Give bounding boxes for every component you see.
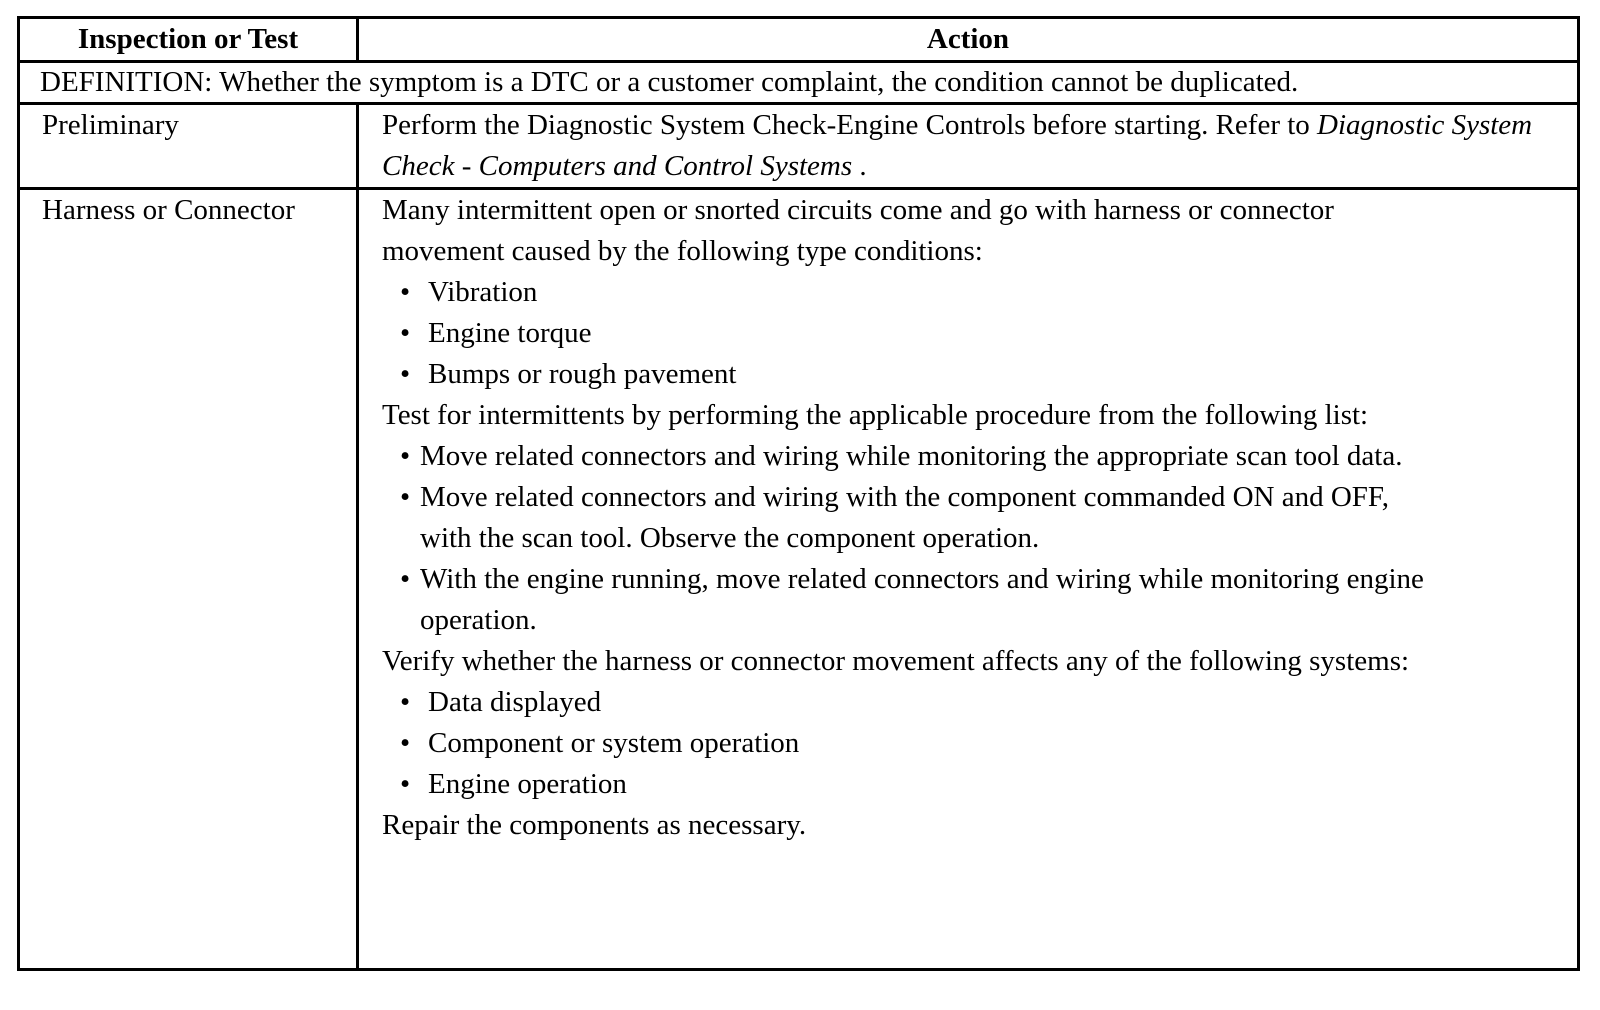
inspection-table bbox=[17, 16, 1580, 971]
harness-action bbox=[358, 189, 1579, 970]
list-item: • Component or system operation bbox=[382, 723, 1577, 764]
header-inspection: Inspection or Test bbox=[19, 18, 358, 62]
preliminary-test-label: Preliminary bbox=[19, 104, 358, 189]
list-item: • Engine operation bbox=[382, 764, 1577, 805]
preliminary-action-tail: . bbox=[852, 150, 867, 182]
list-item: • Bumps or rough pavement bbox=[382, 354, 1577, 395]
header-action: Action bbox=[358, 18, 1579, 62]
closing-text: Repair the components as necessary. bbox=[382, 809, 807, 841]
preliminary-row bbox=[19, 104, 1579, 189]
list-item: • Move related connectors and wiring with the component commanded ON and OFF, with the scan tool. Observe the component operation. bbox=[382, 477, 1577, 559]
list-item: • Move related connectors and wiring while monitoring the appropriate scan tool data. bbox=[382, 436, 1577, 477]
definition-text: DEFINITION: Whether the symptom is a DTC or a customer complaint, the condition cannot be duplicated. bbox=[19, 62, 1579, 104]
preliminary-action bbox=[358, 104, 1579, 189]
diagnostic-system-check-reference: Diagnostic System Check - Computers and Control Systems bbox=[382, 109, 1533, 182]
harness-row bbox=[19, 189, 1579, 970]
list-item: • Data displayed bbox=[382, 682, 1577, 723]
verify-intro: Verify whether the harness or connector movement affects any of the following systems: bbox=[382, 645, 1410, 677]
list-item: • With the engine running, move related connectors and wiring while monitoring engine operation. bbox=[382, 559, 1577, 641]
list-item: • Vibration bbox=[382, 272, 1577, 313]
harness-test-label: Harness or Connector bbox=[19, 189, 358, 970]
list-item: • Engine torque bbox=[382, 313, 1577, 354]
systems-list bbox=[382, 682, 1577, 805]
header-row bbox=[19, 18, 1579, 62]
conditions-list bbox=[382, 272, 1577, 395]
definition-row bbox=[19, 62, 1579, 104]
harness-intro: Many intermittent open or snorted circuits come and go with harness or connector movement caused by the following type conditions: bbox=[382, 194, 1334, 267]
procedures-list bbox=[382, 436, 1577, 641]
test-intro: Test for intermittents by performing the applicable procedure from the following list: bbox=[382, 399, 1369, 431]
preliminary-action-text: Perform the Diagnostic System Check-Engine Controls before starting. Refer to bbox=[382, 109, 1318, 141]
